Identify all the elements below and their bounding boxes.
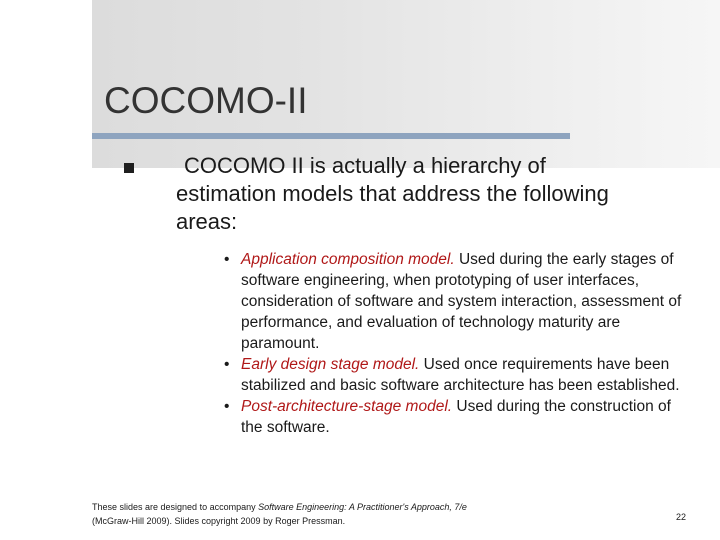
sub-bullet-post-architecture: [224, 396, 694, 438]
title-underline-rule: [92, 133, 570, 139]
sub-bullet-term: Post-architecture-stage model.: [241, 398, 453, 415]
footer-copyright-note: [92, 500, 612, 528]
main-bullet-rest: estimation models that address the following areas:: [176, 181, 609, 234]
sub-bullet-early-design: [224, 354, 694, 396]
bullet-dot-icon: •: [224, 398, 230, 415]
bullet-dot-icon: •: [224, 251, 230, 268]
footer-prefix: These slides are designed to accompany: [92, 502, 259, 512]
square-bullet-icon: [124, 163, 134, 173]
main-bullet-first-line: COCOMO II is actually a hierarchy of: [184, 153, 546, 178]
page-number: 22: [676, 512, 687, 522]
main-bullet-text: [176, 152, 676, 236]
sub-bullet-list: [224, 249, 694, 438]
bullet-dot-icon: •: [224, 356, 230, 373]
footer-book-title: Software Engineering: A Practitioner's Approach, 7/e: [258, 502, 467, 512]
sub-bullet-term: Application composition model.: [241, 251, 455, 268]
sub-bullet-term: Early design stage model.: [241, 356, 420, 373]
footer-suffix: (McGraw-Hill 2009). Slides copyright 2009 by Roger Pressman.: [92, 516, 346, 526]
slide-title: COCOMO-II: [104, 80, 308, 121]
sub-bullet-description: Used once requirements have been stabilized and basic software architecture has been established.: [241, 356, 680, 394]
sub-bullet-description: Used during the construction of the software.: [241, 398, 671, 436]
sub-bullet-description: Used during the early stages of software engineering, when prototyping of user interfaces, consideration of software and system interaction, assessment of performance, and evaluation of technology maturity are paramount.: [241, 251, 682, 352]
sub-bullet-application-composition: [224, 249, 694, 354]
